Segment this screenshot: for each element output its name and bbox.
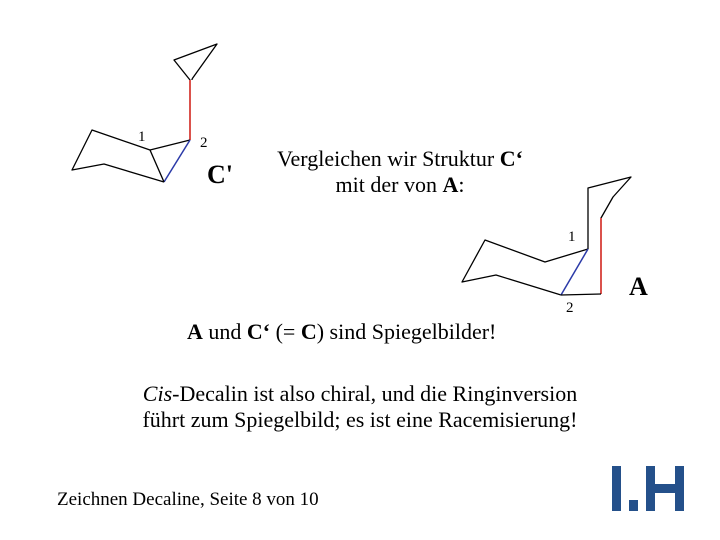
compare-a: A [442, 172, 459, 197]
a-upper-ring-bonds [588, 177, 631, 294]
conclusion-line-1 [80, 381, 640, 407]
a-atom-2-label: 2 [566, 300, 574, 316]
conclusion-line-2: führt zum Spiegelbild; es ist eine Racemisierung! [142, 407, 578, 432]
c-atom-1-label: 1 [138, 129, 146, 145]
a-atom-1-label: 1 [568, 229, 576, 245]
a-bottom-bond [561, 294, 601, 295]
conclusion-line-1-rest: -Decalin ist also chiral, und die Ringinversion [172, 381, 578, 406]
mirror-statement [187, 319, 496, 345]
institution-logo [612, 466, 684, 512]
compare-line-2 [250, 172, 550, 198]
structure-a-label: A [629, 272, 648, 301]
mirror-und: und [202, 319, 247, 344]
footer-page-info: Zeichnen Decaline, Seite 8 von 10 [57, 489, 319, 510]
conclusion-cis: Cis [142, 381, 173, 406]
logo-bar-2 [629, 500, 638, 511]
mirror-paren: (= [270, 319, 301, 344]
logo-bar-3 [646, 466, 655, 511]
compare-text [250, 146, 550, 198]
mirror-c: C [300, 319, 317, 344]
structure-c-prime-label: C' [207, 160, 233, 189]
compare-line-1 [250, 146, 550, 172]
a-left-ring-bonds [462, 240, 588, 295]
logo-bar-5 [675, 466, 684, 511]
mirror-rest: ) sind Spiegelbilder! [316, 319, 497, 344]
compare-line-2-text: mit der von [335, 172, 443, 197]
compare-line-1-text: Vergleichen wir Struktur [277, 146, 500, 171]
c-atom-2-label: 2 [200, 135, 208, 151]
logo-bar-1 [612, 466, 621, 511]
mirror-a: A [187, 319, 203, 344]
mirror-c-prime: C‘ [246, 319, 271, 344]
logo-bar-4 [655, 484, 675, 493]
compare-colon: : [458, 172, 465, 197]
compare-c-prime: C‘ [499, 146, 523, 171]
conclusion-text [80, 381, 640, 433]
